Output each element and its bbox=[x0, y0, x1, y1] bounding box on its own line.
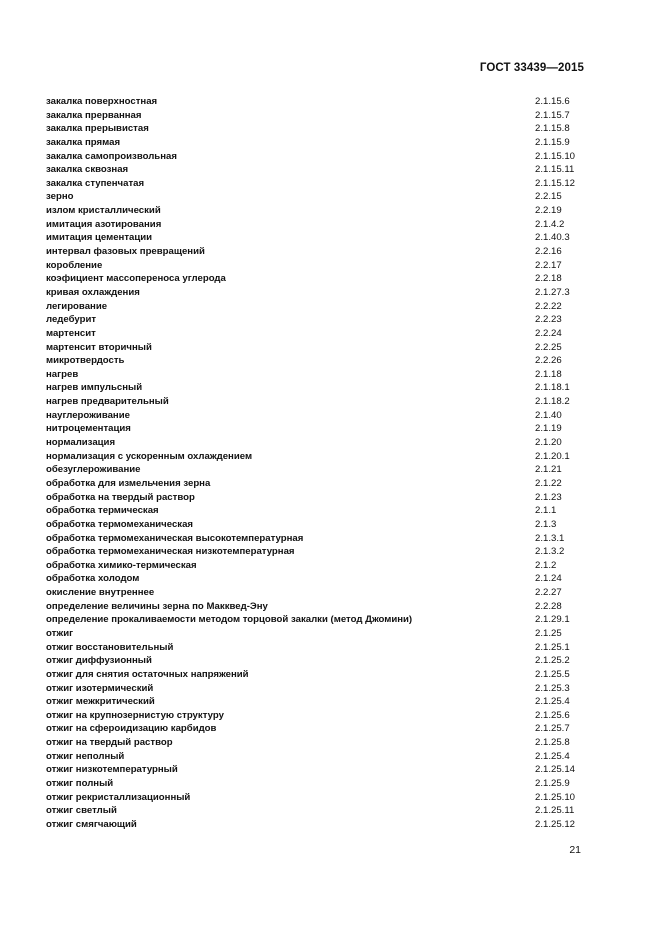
index-entry bbox=[46, 341, 596, 355]
index-term: имитация азотирования bbox=[46, 218, 162, 230]
index-reference: 2.1.25.9 bbox=[535, 778, 570, 790]
index-term: интервал фазовых превращений bbox=[46, 246, 205, 258]
index-entry bbox=[46, 695, 596, 709]
index-term: легирование bbox=[46, 300, 108, 312]
index-reference: 2.2.24 bbox=[535, 327, 562, 339]
index-reference: 2.1.3 bbox=[535, 518, 557, 530]
index-entry bbox=[46, 613, 596, 627]
index-entry bbox=[46, 722, 596, 736]
index-reference: 2.1.15.8 bbox=[535, 123, 570, 135]
index-term: отжиг диффузионный bbox=[46, 655, 152, 667]
index-reference: 2.1.18 bbox=[535, 368, 562, 380]
index-entry bbox=[46, 477, 596, 491]
index-reference: 2.1.4.2 bbox=[535, 218, 565, 230]
index-reference: 2.2.25 bbox=[535, 341, 562, 353]
index-term: отжиг межкритический bbox=[46, 696, 155, 708]
index-term: отжиг неполный bbox=[46, 750, 125, 762]
index-reference: 2.1.20 bbox=[535, 437, 562, 449]
index-reference: 2.1.15.9 bbox=[535, 136, 570, 148]
index-term: обработка термомеханическая высокотемпературная bbox=[46, 532, 304, 544]
index-reference: 2.2.18 bbox=[535, 273, 562, 285]
index-reference: 2.1.25.11 bbox=[535, 805, 575, 817]
index-term: определение прокаливаемости методом торцовой закалки (метод Джомини) bbox=[46, 614, 413, 626]
index-entry bbox=[46, 736, 596, 750]
index-reference: 2.2.23 bbox=[535, 314, 562, 326]
index-entry bbox=[46, 504, 596, 518]
index-entry bbox=[46, 313, 596, 327]
index-reference: 2.1.29.1 bbox=[535, 614, 570, 626]
index-entry bbox=[46, 682, 596, 696]
index-entry bbox=[46, 654, 596, 668]
index-entry bbox=[46, 777, 596, 791]
index-reference: 2.1.15.11 bbox=[535, 164, 575, 176]
index-reference: 2.1.22 bbox=[535, 477, 562, 489]
index-term: закалка прямая bbox=[46, 136, 121, 148]
index-reference: 2.1.19 bbox=[535, 423, 562, 435]
index-entry bbox=[46, 641, 596, 655]
index-reference: 2.1.18.1 bbox=[535, 382, 570, 394]
index-entry bbox=[46, 95, 596, 109]
index-reference: 2.1.25.7 bbox=[535, 723, 570, 735]
index-reference: 2.1.1 bbox=[535, 505, 557, 517]
index-reference: 2.2.26 bbox=[535, 355, 562, 367]
index-entry bbox=[46, 190, 596, 204]
index-term: закалка прерывистая bbox=[46, 123, 149, 135]
index-reference: 2.1.15.7 bbox=[535, 109, 570, 121]
index-entry bbox=[46, 750, 596, 764]
index-entry bbox=[46, 231, 596, 245]
index-term: коробление bbox=[46, 259, 103, 271]
index-reference: 2.1.18.2 bbox=[535, 396, 570, 408]
index-entry bbox=[46, 286, 596, 300]
index-term: обработка химико-термическая bbox=[46, 559, 197, 571]
index-term: обработка на твердый раствор bbox=[46, 491, 195, 503]
index-reference: 2.1.15.10 bbox=[535, 150, 576, 162]
index-entry bbox=[46, 559, 596, 573]
index-entry bbox=[46, 327, 596, 341]
index-reference: 2.1.25.10 bbox=[535, 791, 576, 803]
index-reference: 2.2.22 bbox=[535, 300, 562, 312]
index-reference: 2.1.25.2 bbox=[535, 655, 570, 667]
index-entry bbox=[46, 354, 596, 368]
index-term: закалка самопроизвольная bbox=[46, 150, 177, 162]
index-term: обезуглероживание bbox=[46, 464, 141, 476]
index-term: отжиг смягчающий bbox=[46, 818, 137, 830]
index-reference: 2.1.21 bbox=[535, 464, 562, 476]
index-entry bbox=[46, 218, 596, 232]
index-term: излом кристаллический bbox=[46, 205, 161, 217]
index-term: нагрев bbox=[46, 368, 79, 380]
page-number: 21 bbox=[569, 844, 581, 856]
index-term: отжиг полный bbox=[46, 778, 114, 790]
index-entry bbox=[46, 163, 596, 177]
index-entry bbox=[46, 150, 596, 164]
index-reference: 2.1.25.3 bbox=[535, 682, 570, 694]
index-term: обработка термомеханическая bbox=[46, 518, 194, 530]
index-reference: 2.1.25.14 bbox=[535, 764, 576, 776]
index-entry bbox=[46, 818, 596, 832]
index-reference: 2.1.3.2 bbox=[535, 546, 565, 558]
index-reference: 2.1.3.1 bbox=[535, 532, 565, 544]
index-term: ледебурит bbox=[46, 314, 97, 326]
index-term: отжиг рекристаллизационный bbox=[46, 791, 191, 803]
index-entry bbox=[46, 586, 596, 600]
index-entry bbox=[46, 600, 596, 614]
index-term: мартенсит bbox=[46, 327, 96, 339]
index-reference: 2.1.25.12 bbox=[535, 818, 576, 830]
index-entry bbox=[46, 627, 596, 641]
index-entry bbox=[46, 709, 596, 723]
index-term: нагрев импульсный bbox=[46, 382, 143, 394]
index-entry bbox=[46, 763, 596, 777]
index-entry bbox=[46, 204, 596, 218]
index-reference: 2.2.16 bbox=[535, 246, 562, 258]
index-reference: 2.1.2 bbox=[535, 559, 557, 571]
index-reference: 2.2.19 bbox=[535, 205, 562, 217]
index-reference: 2.1.40.3 bbox=[535, 232, 570, 244]
index-reference: 2.1.25.1 bbox=[535, 641, 570, 653]
index-term: микротвердость bbox=[46, 355, 125, 367]
index-entry bbox=[46, 300, 596, 314]
index-entry bbox=[46, 436, 596, 450]
index-entry bbox=[46, 177, 596, 191]
index-entry bbox=[46, 572, 596, 586]
index-entry bbox=[46, 532, 596, 546]
index-term: отжиг низкотемпературный bbox=[46, 764, 178, 776]
index-entry bbox=[46, 409, 596, 423]
index-term: определение величины зерна по Макквед-Эну bbox=[46, 600, 268, 612]
index-reference: 2.2.27 bbox=[535, 587, 562, 599]
index-entry bbox=[46, 791, 596, 805]
index-entry bbox=[46, 518, 596, 532]
index-reference: 2.1.25.8 bbox=[535, 737, 570, 749]
index-term: нормализация с ускоренным охлаждением bbox=[46, 450, 253, 462]
index-entry bbox=[46, 450, 596, 464]
index-term: имитация цементации bbox=[46, 232, 153, 244]
index-entry bbox=[46, 491, 596, 505]
index-term: обработка термическая bbox=[46, 505, 159, 517]
index-term: окисление внутреннее bbox=[46, 587, 155, 599]
index-term: зерно bbox=[46, 191, 74, 203]
index-term: нагрев предварительный bbox=[46, 396, 169, 408]
index-term: коэфициент массопереноса углерода bbox=[46, 273, 226, 285]
index-reference: 2.2.28 bbox=[535, 600, 562, 612]
index-reference: 2.2.15 bbox=[535, 191, 562, 203]
index-term: закалка прерванная bbox=[46, 109, 142, 121]
index-reference: 2.2.17 bbox=[535, 259, 562, 271]
index-entry bbox=[46, 259, 596, 273]
index-term: мартенсит вторичный bbox=[46, 341, 152, 353]
index-term: нормализация bbox=[46, 437, 116, 449]
index-reference: 2.1.25.4 bbox=[535, 750, 570, 762]
index-entry bbox=[46, 381, 596, 395]
index-reference: 2.1.24 bbox=[535, 573, 562, 585]
index-term: отжиг на крупнозернистую структуру bbox=[46, 709, 224, 721]
index-entry bbox=[46, 545, 596, 559]
index-reference: 2.1.23 bbox=[535, 491, 562, 503]
index-entry bbox=[46, 804, 596, 818]
index-entry bbox=[46, 668, 596, 682]
index-term: отжиг восстановительный bbox=[46, 641, 174, 653]
index-term: закалка поверхностная bbox=[46, 96, 158, 107]
index-entry bbox=[46, 395, 596, 409]
index-term: отжиг bbox=[46, 627, 74, 639]
index-term: закалка ступенчатая bbox=[46, 177, 145, 189]
index-entry bbox=[46, 368, 596, 382]
index-reference: 2.1.40 bbox=[535, 409, 562, 421]
index-term: закалка сквозная bbox=[46, 164, 129, 176]
index-term: отжиг для снятия остаточных напряжений bbox=[46, 668, 249, 680]
index-reference: 2.1.25.4 bbox=[535, 696, 570, 708]
index-term: нитроцементация bbox=[46, 423, 131, 435]
index-term: отжиг на сфероидизацию карбидов bbox=[46, 723, 217, 735]
index-term: кривая охлаждения bbox=[46, 286, 140, 298]
index-term: отжиг светлый bbox=[46, 805, 117, 817]
index-term: отжиг изотермический bbox=[46, 682, 154, 694]
index-entry bbox=[46, 245, 596, 259]
index-term: обработка для измельчения зерна bbox=[46, 477, 211, 489]
index-entry bbox=[46, 122, 596, 136]
index-reference: 2.1.25.6 bbox=[535, 709, 570, 721]
term-index-list bbox=[46, 95, 596, 832]
index-reference: 2.1.27.3 bbox=[535, 286, 570, 298]
index-reference: 2.1.15.12 bbox=[535, 177, 576, 189]
index-entry bbox=[46, 272, 596, 286]
index-reference: 2.1.20.1 bbox=[535, 450, 570, 462]
index-reference: 2.1.25.5 bbox=[535, 668, 570, 680]
index-entry bbox=[46, 136, 596, 150]
index-term: отжиг на твердый раствор bbox=[46, 737, 173, 749]
index-entry bbox=[46, 463, 596, 477]
index-entry bbox=[46, 422, 596, 436]
document-header: ГОСТ 33439—2015 bbox=[479, 62, 584, 74]
index-term: науглероживание bbox=[46, 409, 130, 421]
index-entry bbox=[46, 109, 596, 123]
index-reference: 2.1.15.6 bbox=[535, 96, 570, 107]
index-term: обработка термомеханическая низкотемпературная bbox=[46, 546, 295, 558]
index-term: обработка холодом bbox=[46, 573, 140, 585]
index-reference: 2.1.25 bbox=[535, 627, 562, 639]
